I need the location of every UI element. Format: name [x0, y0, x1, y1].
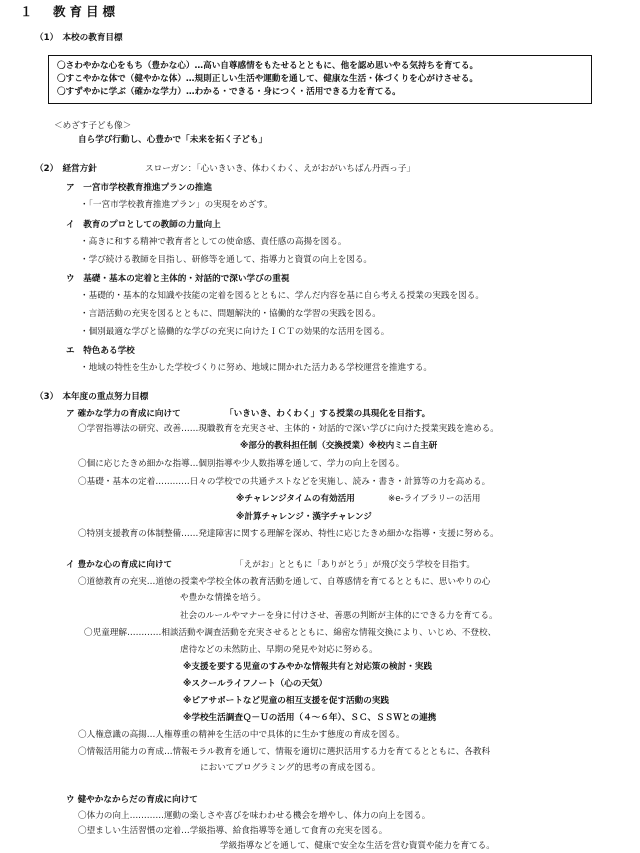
goal-note: ※ピアサポートなど児童の相互支援を促す活動の実践	[183, 696, 390, 706]
slogan: スローガン：「心いきいき、体わくわく、えがおがいちばん丹西っ子」	[145, 164, 416, 174]
goal-line: においてプログラミング的思考の育成を図る。	[200, 763, 381, 773]
goal-line: 〇学習指導法の研究、改善……現職教育を充実させ、主体的・対話的で深い学びに向けた授業実践を進める。	[78, 424, 499, 434]
goal-i-heading: イ 豊かな心の育成に向けて	[66, 560, 173, 570]
goal-note: ※学校生活調査Ｑ－Ｕの活用（４～６年）、ＳＣ、ＳＳＷとの連携	[183, 713, 437, 723]
goal-note: ※スクールライフノート（心の天気）	[183, 679, 328, 689]
goal-line: 〇すこやかな体で（健やかな体）…規則正しい生活や運動を通して、健康な生活・体づくりを心がけさせる。	[57, 74, 478, 84]
policy-i-heading: イ 教育のプロとしての教師の力量向上	[66, 220, 221, 230]
goal-note: ※e-ライブラリーの活用	[388, 494, 481, 504]
goal-note: ※チャレンジタイムの有効活用	[236, 494, 355, 504]
goal-line: 虐待などの未然防止、早期の発見や対応に努める。	[180, 645, 378, 655]
goal-line: 〇すずやかに学ぶ（確かな学力）…わかる・できる・身につく・活用できる力を育てる。	[57, 87, 401, 97]
goal-note: ※支援を要する児童のすみやかな情報共有と対応策の検討・実践	[183, 662, 432, 672]
goal-line: 〇基礎・基本の定着…………日々の学校での共通テストなどを実施し、読み・書き・計算等の力を高める。	[78, 477, 491, 487]
policy-item: ・高きに和する精神で教育者としての使命感、責任感の高揚を図る。	[80, 237, 347, 247]
child-image-text: 自ら学び行動し、心豊かで「未来を拓く子ども」	[78, 135, 268, 145]
policy-item: ・基礎的・基本的な知識や技能の定着を図るとともに、学んだ内容を基に自ら考える授業の実践を図る。	[80, 291, 484, 301]
goal-line: 〇人権意識の高揚…人権尊重の精神を生活の中で具体的に生かす態度の育成を図る。	[78, 730, 405, 740]
goal-a-heading: ア 確かな学力の育成に向けて	[66, 409, 181, 419]
policy-u-heading: ウ 基礎・基本の定着と主体的・対話的で深い学びの重視	[66, 274, 290, 284]
goal-line: 〇個に応じたきめ細かな指導…個別指導や少人数指導を通して、学力の向上を図る。	[78, 459, 405, 469]
goal-a-aim: 「いきいき、わくわく」する授業の具現化を目指す。	[225, 409, 431, 419]
goal-line: 〇児童理解…………相談活動や調査活動を充実させるとともに、綿密な情報交換により、いじめ、不登校、	[84, 628, 497, 638]
goal-line: 〇望ましい生活習慣の定着…学級指導、給食指導等を通して食育の充実を図る。	[78, 826, 388, 836]
policy-item: ・言語活動の充実を図るとともに、問題解決的・協働的な学習の実践を図る。	[80, 309, 381, 319]
child-image-label: ＜めざす子ども像＞	[54, 121, 132, 131]
goal-line: 〇情報活用能力の育成…情報モラル教育を通して、情報を適切に選択活用する力を育てるとともに、各教科	[78, 747, 491, 757]
section-3-heading: （3） 本年度の重点努力目標	[35, 392, 149, 402]
goal-line: 〇さわやかな心をもち（豊かな心）…高い自尊感情をもたせるとともに、他を認め思いやる気持ちを育てる。	[57, 61, 479, 71]
goal-line: 〇特別支援教育の体制整備……発達障害に関する理解を深め、特性に応じたきめ細かな指導・支援に努める。	[78, 529, 499, 539]
goal-line: 〇道徳教育の充実…道徳の授業や学校全体の教育活動を通して、自尊感情を育てるとともに、思いやりの心	[78, 577, 491, 587]
goal-line: や豊かな情操を培う。	[180, 593, 266, 603]
goal-note: ※部分的教科担任制（交換授業）※校内ミニ自主研	[240, 441, 438, 451]
goal-line: 〇体力の向上…………運動の楽しさや喜びを味わわせる機会を増やし、体力の向上を図る。	[78, 811, 431, 821]
page-title: １ 教育目標	[20, 4, 120, 19]
section-2-heading: （2） 経営方針	[35, 164, 97, 174]
policy-item: ・地域の特性を生かした学校づくりに努め、地域に開かれた活力ある学校運営を推進する。	[80, 363, 433, 373]
goal-box	[48, 55, 592, 104]
goal-note: ※計算チャレンジ・漢字チャレンジ	[236, 512, 372, 522]
goal-line: 社会のルールやマナーを身に付けさせ、善悪の判断が主体的にできる力を育てる。	[180, 611, 498, 621]
policy-item: ・学び続ける教師を目指し、研修等を通して、指導力と資質の向上を図る。	[80, 255, 373, 265]
policy-a-heading: ア 一宮市学校教育推進プランの推進	[66, 183, 213, 193]
goal-u-heading: ウ 健やかなからだの育成に向けて	[66, 795, 198, 805]
section-1-heading: （1） 本校の教育目標	[35, 33, 123, 43]
policy-e-heading: エ 特色ある学校	[66, 346, 135, 356]
policy-item: ・「一宮市学校教育推進プラン」の実現をめざす。	[80, 200, 273, 210]
policy-item: ・個別最適な学びと協働的な学びの充実に向けたＩＣＴの効果的な活用を図る。	[80, 327, 390, 337]
goal-line: 学級指導などを通して、健康で安全な生活を営む資質や能力を育てる。	[220, 841, 495, 851]
goal-i-aim: 「えがお」とともに「ありがとう」が飛び交う学校を目指す。	[235, 560, 475, 570]
